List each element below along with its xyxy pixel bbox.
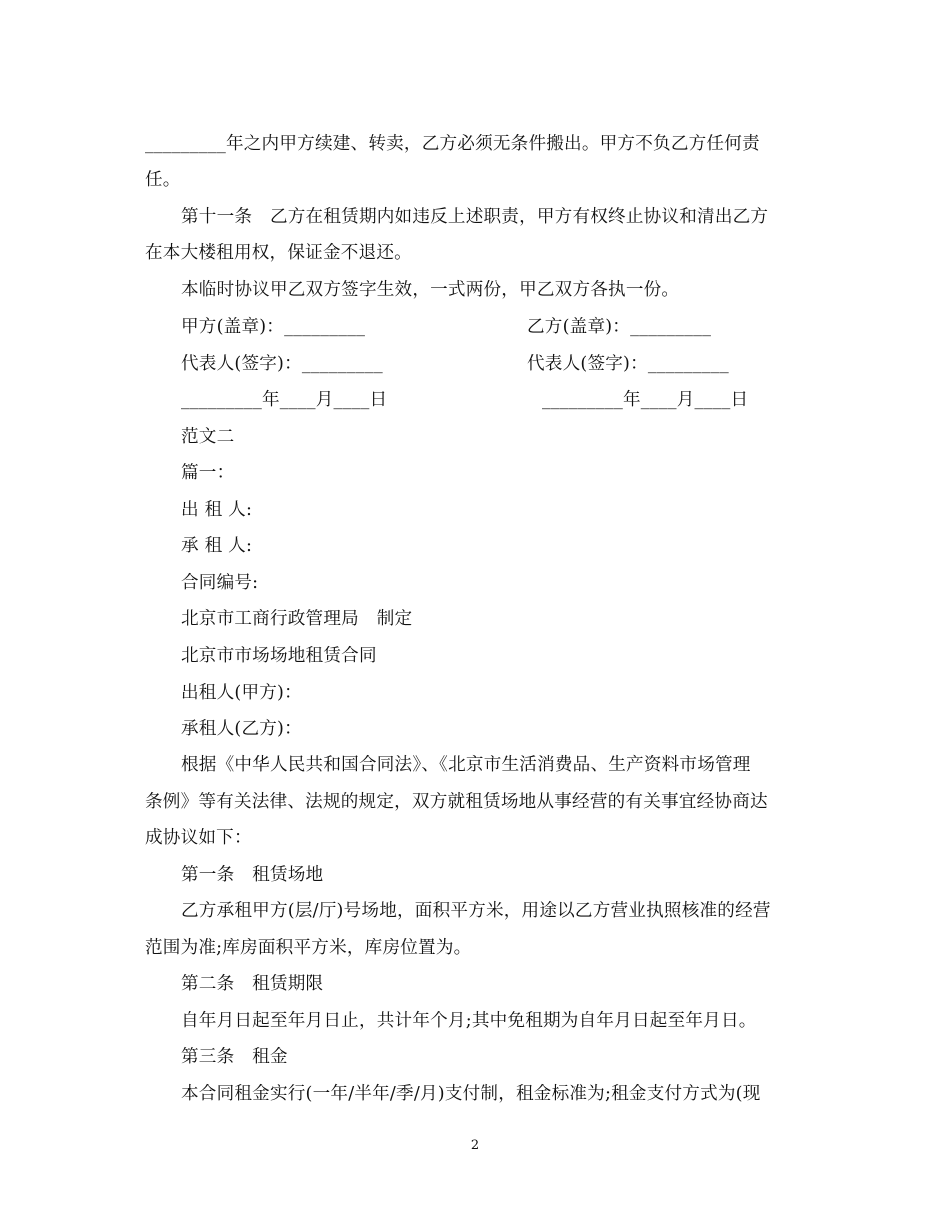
- clause-11: 第十一条 乙方在租赁期内如违反上述职责，甲方有权终止协议和清出乙方: [181, 207, 769, 227]
- paragraph-line: 范围为准;库房面积平方米，库房位置为。: [145, 938, 472, 958]
- text-line: 在本大楼租用权，保证金不退还。: [145, 243, 412, 263]
- clause-heading: 第二条 租赁期限: [181, 974, 324, 994]
- lessor-party-a: 出租人(甲方)：: [181, 683, 302, 703]
- section-heading: 范文二: [181, 427, 235, 447]
- text-line: 本临时协议甲乙双方签字生效，一式两份，甲乙双方各执一份。: [181, 280, 680, 300]
- paragraph-line: 本合同租金实行(一年/半年/季/月)支付制，租金标准为;租金支付方式为(现: [181, 1084, 761, 1104]
- lessee-field: 承 租 人:: [181, 536, 253, 556]
- clause-heading: 第三条 租金: [181, 1047, 288, 1067]
- page-number: 2: [470, 1138, 480, 1153]
- lessee-party-b: 承租人(乙方)：: [181, 719, 302, 739]
- lessor-field: 出 租 人:: [181, 500, 253, 520]
- issuer-line: 北京市工商行政管理局 制定: [181, 609, 413, 629]
- paragraph-line: 乙方承租甲方(层/厅)号场地，面积平方米，用途以乙方营业执照核准的经营: [181, 901, 771, 921]
- paragraph-line: 成协议如下：: [145, 828, 252, 848]
- contract-number-field: 合同编号:: [181, 573, 259, 593]
- paragraph-line: 自年月日起至年月日止，共计年个月;其中免租期为自年月日起至年月日。: [181, 1011, 757, 1031]
- date-b: _________年____月____日: [542, 390, 749, 410]
- party-a-seal: 甲方(盖章)：_________: [181, 317, 366, 337]
- paragraph-line: 条例》等有关法律、法规的规定，双方就租赁场地从事经营的有关事宜经协商达: [145, 792, 768, 812]
- rep-a-signature: 代表人(签字)：_________: [181, 354, 383, 374]
- paragraph-line: 根据《中华人民共和国合同法》、《北京市生活消费品、生产资料市场管理: [181, 755, 751, 775]
- text-line: _________年之内甲方续建、转卖，乙方必须无条件搬出。甲方不负乙方任何责: [145, 134, 760, 154]
- party-b-seal: 乙方(盖章)：_________: [527, 317, 712, 337]
- clause-heading: 第一条 租赁场地: [181, 865, 324, 885]
- rep-b-signature: 代表人(签字)：_________: [527, 354, 729, 374]
- text-line: 任。: [145, 170, 181, 190]
- contract-title: 北京市市场场地租赁合同: [181, 646, 377, 666]
- date-a: _________年____月____日: [181, 390, 388, 410]
- section-heading: 篇一：: [181, 463, 235, 483]
